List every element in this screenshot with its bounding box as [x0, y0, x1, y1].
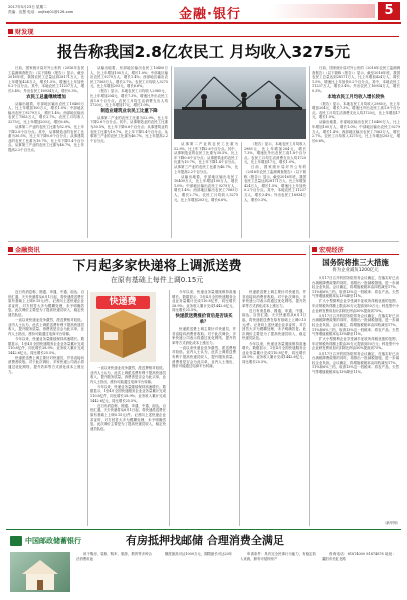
feature-headline: 下月起多家快递将上调派送费: [72, 259, 242, 274]
ad-text-1: 用于购房、装修、购车、旅游、教育等多种合法消费用途: [76, 552, 152, 561]
feature-text-2b: 今年以来，快递业务量继续保持高速增长。数据显示，1至4月全国快递服务企业业务量累计完成110.8亿件，同比增长28.9%；业务收入累计完成1442.6亿元，同比增长25.5%。: [90, 384, 166, 403]
column-divider: [169, 290, 170, 526]
feature-column-2-top: [158, 292, 166, 362]
lead-headline: 报告称我国2.8亿农民工 月均收入3275元: [57, 43, 350, 61]
ad-column-1: [76, 552, 152, 592]
feature-text-1c: 今年以来，快递业务量继续保持高速增长。数据显示，1至4月全国快递服务企业业务量累计完成110.8亿件，同比增长28.9%；业务收入累计完成1442.6亿元，同比增长25.5%。: [8, 336, 84, 355]
page-number: 5: [378, 2, 400, 20]
ad-photo: [10, 552, 70, 592]
ad-headline: 有房抵押找邮储 合理消费全满足: [126, 534, 284, 547]
lead-subhead-1: 农民工总量继续增加: [26, 94, 66, 100]
section-title: 金融·银行: [179, 7, 241, 22]
feature-text-1b: 一直以来快递业竞争激烈，派送费相对较低。业内人士认为，此次上调派送费有利于提高快递员收入，提升服务质量。消费者是否会为此买单，业内人士指出，涨价可能通过电商平台转嫁。: [8, 318, 84, 336]
column-divider: [309, 66, 310, 238]
house-icon: [10, 552, 70, 592]
sidebar-attribution: （新华网）: [383, 521, 400, 525]
section-label-finance: [8, 27, 34, 36]
lead-text-4: 《报告》显示，本地农民工月均收入2985元，比上年增加204元，增长7.3%，增速比外出农民工高1.8个百分点。农民工月均生活消费支出人均1720元，比上年增加17元，增长1.0%。: [244, 142, 306, 165]
section-marker-icon: [312, 247, 317, 252]
sidebar-body: [312, 276, 399, 520]
lead-text-1: 日前，国家统计局对外公布的《2016年农民工监测调查报告》（以下简称《报告》）显示，截至2016年底，我国农民工总量达到28171万人，比上年增加424万人，增长1.5%，增速比上年加快0.2个百分点。其中，本地农民工11237万人，增长3.4%；外出农民工16934万人，增长0.3%。: [8, 66, 84, 93]
section-label-macro: [312, 245, 344, 254]
section-rule: [8, 36, 399, 37]
ad-column-4: [322, 552, 396, 592]
lead-column-2: [90, 66, 168, 238]
date-line: 2017年5月23日 星期二: [8, 5, 47, 9]
feature-column-3: [172, 290, 236, 526]
lead-text-1b: 从输出地看，东部地区输出农民工10400万人，比上年增加100万人，增长1.0%；中部地区输出农民工9279万人，增长1.4%；西部地区输出农民工7563万人，增长2.7%。农民工月均收入3275元，比上年增加203元，增长6.6%。: [8, 101, 84, 124]
column-divider: [309, 245, 310, 526]
feature-text-3c: 一直以来快递业竞争激烈，派送费相对较低。业内人士认为，此次上调派送费有利于提高快递员收入，提升服务质量。消费者是否会为此买单，业内人士指出，涨价可能通过电商平台转嫁。: [172, 345, 236, 369]
ad-text-2: 额度最高可达1000万元，期限最长可达20年: [165, 552, 233, 556]
header-rule: [6, 22, 401, 24]
ad-column-3: [240, 552, 316, 592]
postal-bank-logo-icon: [10, 536, 22, 546]
delivery-photo-banner: 快递费: [96, 296, 150, 309]
lead-text-1c: 从事第二产业的农民工比重为52.9%，比上年下降2.6个百分点。其中，从事制造业的农民工比重为30.5%，比上年下降0.6个百分点；从事建筑业的农民工比重为19.7%，比上年下降1.4个百分点。从事第三产业的农民工比重为46.7%，比上年提高2.2个百分点。: [8, 125, 84, 152]
lead-text-4b: 日前，国家统计局对外公布的《2016年农民工监测调查报告》（以下简称《报告》）显示，截至2016年底，我国农民工总量达到28171万人，比上年增加424万人，增长1.5%，增速比上年加快0.2个百分点。其中，本地农民工11237万人，增长3.4%；外出农民工16934万人，增长0.3%。: [244, 165, 306, 202]
lead-text-3b: 从输出地看，东部地区输出农民工10400万人，比上年增加100万人，增长1.0%；中部地区输出农民工9279万人，增长1.4%；西部地区输出农民工7563万人，增长2.7%。农民工月均收入3275元，比上年增加203元，增长6.6%。: [174, 174, 238, 202]
feature-text-3b: 快递派送费上调主要针对快递员，并非直接向消费者收取。对于此次调价，多家快递公司表示将通过优化网络、提升效率等方式消化成本上涨压力。: [172, 326, 236, 345]
lead-text-2c: 从事第二产业的农民工比重为52.9%，比上年下降2.6个百分点。其中，从事制造业的农民工比重为30.5%，比上年下降0.6个百分点；从事建筑业的农民工比重为19.7%，比上年下降1.4个百分点。从事第三产业的农民工比重为46.7%，比上年提高2.2个百分点。: [90, 115, 168, 143]
lead-text-5: 日前，国家统计局对外公布的《2016年农民工监测调查报告》（以下简称《报告》）显示，截至2016年底，我国农民工总量达到28171万人，比上年增加424万人，增长1.5%，增速比上年加快0.2个百分点。其中，本地农民工11237万人，增长3.4%；外出农民工16934万人，增长0.3%。: [312, 66, 400, 93]
feature-text-1d: 快递派送费上调主要针对快递员，并非直接向消费者收取。对于此次调价，多家快递公司表示将通过优化网络、提升效率等方式消化成本上涨压力。: [8, 355, 84, 374]
section-separator: [8, 241, 399, 242]
feature-column-1: [8, 290, 84, 526]
lead-text-2b: 《报告》显示，本地农民工月均收入2985元，比上年增加204元，增长7.3%，增速比外出农民工高1.8个百分点。农民工月均生活消费支出人均1720元，比上年增加17元，增长1.0%。: [90, 89, 168, 108]
ad-logo-text: 中国邮政储蓄银行: [25, 537, 81, 545]
feature-text-1: 近日有消息称，圆通、申通、中通、韵达、百世汇通、天天快递将从6月1日起，将快递派送费在原有基础上上调0.15元/件。记者向上述快递企业求证时，对方回答大多为模糊处理，未予明确答复。此次调价主要是为了提高快递员收入，稳定快递员队伍。: [8, 290, 84, 317]
column-divider: [171, 66, 172, 238]
feature-subhead-3: 快递派送费涨价背后是否该买单？: [175, 313, 233, 325]
lead-subhead-4: 本地农民工月均收入增长较快: [327, 94, 385, 100]
section-label-text: 宏观经济: [319, 247, 344, 254]
section-label-text: 财发现: [15, 29, 34, 36]
lead-column-4: [244, 142, 306, 238]
column-divider: [241, 142, 242, 238]
ad-logo: [10, 534, 114, 548]
sidebar-text-4: 扩大小型微利企业享受减半征收所得税优惠的范围，年应纳税所得额上限由30万元提高到50万元；科技型中小企业研发费用加计扣除比例由50%提高到75%。: [312, 337, 399, 351]
column-divider: [87, 66, 88, 238]
section-marker-icon: [8, 247, 13, 252]
feature-text-3: 今年以来，快递业务量继续保持高速增长。数据显示，1至4月全国快递服务企业业务量累计完成110.8亿件，同比增长28.9%；业务收入累计完成1442.6亿元，同比增长25.5%。: [172, 290, 236, 313]
lead-text-2: 从输出地看，东部地区输出农民工10400万人，比上年增加100万人，增长1.0%；中部地区输出农民工9279万人，增长1.4%；西部地区输出农民工7563万人，增长2.7%。农民工月均收入3275元，比上年增加203元，增长6.6%。: [90, 66, 168, 89]
workers-photo: [174, 67, 306, 139]
section-label-finance-news: [8, 245, 40, 254]
ad-text-3: 申请条件：具有完全民事行为能力，有稳定收入来源，拥有可抵押房产: [240, 552, 316, 561]
feature-text-2: 一直以来快递业竞争激烈，派送费相对较低。业内人士认为，此次上调派送费有利于提高快递员收入，提升服务质量。消费者是否会为此买单，业内人士指出，涨价可能通过电商平台转嫁。: [90, 366, 166, 384]
lead-text-5c: 从输出地看，东部地区输出农民工10400万人，比上年增加100万人，增长1.0%；中部地区输出农民工9279万人，增长1.4%；西部地区输出农民工7563万人，增长2.7%。农民工月均收入3275元，比上年增加203元，增长6.6%。: [312, 120, 400, 143]
construction-scene-icon: [174, 67, 306, 139]
section-marker-icon: [8, 29, 13, 34]
lead-column-1: [8, 66, 84, 238]
lead-text-3: 从事第二产业的农民工比重为52.9%，比上年下降2.6个百分点。其中，从事制造业的农民工比重为30.5%，比上年下降0.6个百分点；从事建筑业的农民工比重为19.7%，比上年下降1.4个百分点。从事第三产业的农民工比重为46.7%，比上年提高2.2个百分点。: [174, 142, 238, 174]
sidebar-subheadline: 将为企业减负1200亿元: [332, 268, 379, 273]
section-rule: [8, 254, 306, 255]
header-wave-icon: [270, 4, 375, 18]
column-divider: [239, 290, 240, 526]
feature-text-4b: 近日有消息称，圆通、申通、中通、韵达、百世汇通、天天快递将从6月1日起，将快递派送费在原有基础上上调0.15元/件。记者向上述快递企业求证时，对方回答大多为模糊处理，未予明确答复。此次调价主要是为了提高快递员收入，稳定快递员队伍。: [242, 308, 306, 341]
sidebar-text-5: 5月17日召开的国务院常务会议确定，在落实好已出台减税降费政策的同时，再推出一批减税措施，进一步减轻企业负担。会议确定，将增值税税率由四档减至17%、11%和6%三档，取消13%这一档税率；将农产品、天然气等增值税税率从13%降至11%。: [312, 351, 399, 374]
ad-banner: [6, 529, 401, 595]
lead-subhead-2: 制造业建筑业农民工比重下降: [100, 108, 158, 114]
column-divider: [87, 290, 88, 526]
feature-subheadline: 在原有基础上每件上调0.15元: [110, 276, 204, 284]
feature-column-4: [242, 290, 306, 526]
section-rule: [312, 254, 399, 255]
feature-column-2: [90, 366, 166, 526]
lead-column-5: [312, 66, 400, 238]
feature-text-2c: 近日有消息称，圆通、申通、中通、韵达、百世汇通、天天快递将从6月1日起，将快递派送费在原有基础上上调0.15元/件。记者向上述快递企业求证时，对方回答大多为模糊处理，未予明确答复。此次调价主要是为了提高快递员收入，稳定快递员队伍。: [90, 403, 166, 431]
feature-text-4: 快递派送费上调主要针对快递员，并非直接向消费者收取。对于此次调价，多家快递公司表示将通过优化网络、提升效率等方式消化成本上涨压力。: [242, 290, 306, 308]
lead-column-3: [174, 142, 238, 238]
ad-column-2: [158, 552, 234, 592]
masthead-left: [8, 5, 118, 15]
sidebar-text-2: 扩大小型微利企业享受减半征收所得税优惠的范围，年应纳税所得额上限由30万元提高到50万元；科技型中小企业研发费用加计扣除比例由50%提高到75%。: [312, 299, 399, 313]
ad-text-4: 咨询电话：81874000 81874678 地址：襄阳市长虹北路: [322, 552, 396, 561]
delivery-photo: [90, 292, 156, 362]
lead-text-5b: 《报告》显示，本地农民工月均收入2985元，比上年增加204元，增长7.3%，增速比外出农民工高1.8个百分点。农民工月均生活消费支出人均1720元，比上年增加17元，增长1.0%。: [312, 101, 400, 120]
sidebar-headline: 国务院将推三大措施: [322, 258, 389, 267]
sidebar-text: 5月17日召开的国务院常务会议确定，在落实好已出台减税降费政策的同时，再推出一批减税措施，进一步减轻企业负担。会议确定，将增值税税率由四档减至17%、11%和6%三档，取消13%这一档税率；将农产品、天然气等增值税税率从13%降至11%。: [312, 276, 399, 299]
sidebar-text-3: 5月17日召开的国务院常务会议确定，在落实好已出台减税降费政策的同时，再推出一批减税措施，进一步减轻企业负担。会议确定，将增值税税率由四档减至17%、11%和6%三档，取消13%这一档税率；将农产品、天然气等增值税税率从13%降至11%。: [312, 313, 399, 337]
section-label-text: 金融资讯: [15, 247, 40, 254]
feature-text-4c: 今年以来，快递业务量继续保持高速增长。数据显示，1至4月全国快递服务企业业务量累计完成110.8亿件，同比增长28.9%；业务收入累计完成1442.6亿元，同比增长25.5%。: [242, 341, 306, 364]
editor-line: 责编：宣慧 电话：xxjfxzj01@126.com: [8, 10, 74, 14]
